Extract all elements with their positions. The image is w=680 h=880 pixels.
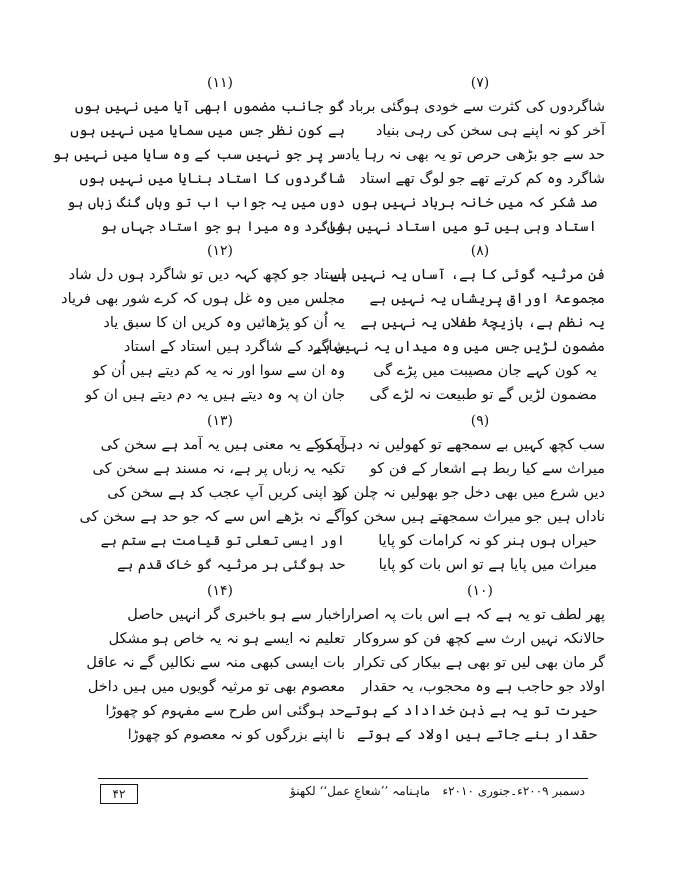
poem-line: ناداں ہیں جو میراث سمجھتے ہیں سخن کو (344, 509, 605, 525)
poem-line: سر پر جو نہیں سب کے وہ سایا میں نہیں ہو (52, 147, 345, 163)
couplet-line: جان ان پہ وہ دیتے ہیں یہ دم دیتے ہیں ان کو (85, 387, 345, 403)
magazine-title: ماہنامہ ’’شعاعِ عمل‘‘ لکھنؤ (290, 784, 431, 798)
poem-line: آگے نہ بڑھے اس سے کہ جو حد ہے سخن کی (79, 509, 345, 525)
stanza-number: (۱۱) (207, 75, 233, 91)
poem-line: اخبار سے ہو باخبری گر انہیں حاصل (127, 607, 345, 623)
poem-line: سب کچھ کہیں بے سمجھے تو کھولیں نہ دہن کو (317, 437, 605, 453)
stanza-number: (۹) (470, 413, 490, 429)
stanza-number: (۷) (470, 75, 490, 91)
couplet-line: حیراں ہوں ہنر کو نہ کرامات کو پایا (378, 533, 597, 549)
poem-line: بات ایسی کبھی منہ سے نکالیں گے نہ عاقل (86, 655, 345, 671)
poem-line: حد سے جو بڑھی حرص تو یہ بھی نہ رہا یاد (344, 147, 605, 163)
poem-line: پھر لطف تو یہ ہے کہ ہے اس بات پہ اصرار (343, 607, 605, 623)
poem-line: مضمون لڑیں جس میں وہ میداں یہ نہیں ہے (313, 339, 605, 355)
couplet-line: دوں میں یہ جواب اب تو وہاں گنگ زباں ہو (67, 195, 345, 211)
poem-line: معصوم بھی تو مرثیہ گویوں میں ہیں داخل (87, 679, 345, 695)
left-column (52, 68, 345, 768)
poem-line: اولاد جو حاجب ہے وہ محجوب، یہ حقدار (361, 679, 605, 695)
poem-line: شاگردوں کا استاد بنایا میں نہیں ہوں (79, 171, 345, 187)
couplet-line: یہ کون کہے جان مصیبت میں پڑے گی (373, 363, 597, 379)
stanza-number: (۸) (470, 243, 490, 259)
couplet-line: نا اپنے بزرگوں کو نہ معصوم کو چھوڑا (127, 727, 345, 743)
footer-divider (98, 778, 588, 779)
stanza-number: (۱۴) (207, 583, 233, 599)
couplet-line: حد ہوگئی ہر مرثیہ گو خاک قدم ہے (116, 557, 345, 573)
poem-line: حالانکہ نہیں ارث سے کچھ فن کو سروکار (354, 631, 605, 647)
poem-line: استاد جو کچھ کہہ دیں تو شاگرد ہوں دل شاد (68, 267, 345, 283)
couplet-line: مضمون لڑیں گے تو طبیعت نہ لڑے گی (369, 387, 597, 403)
couplet-line: استاد وہی ہیں تو میں استاد نہیں ہوں (326, 219, 597, 235)
poem-line: گر مان بھی لیں تو بھی ہے بیکار کی تکرار (353, 655, 605, 671)
stanza-number: (۱۲) (207, 243, 233, 259)
poem-line: تعلیم نہ ایسے ہو نہ یہ خاص ہو مشکل (108, 631, 345, 647)
couplet-line: میراث میں پایا ہے تو اس بات کو پایا (378, 557, 597, 573)
poem-line: شاگرد کے شاگرد ہیں استاد کے استاد (123, 339, 345, 355)
issue-date: دسمبر ۲۰۰۹ء۔جنوری ۲۰۱۰ء (442, 784, 585, 798)
couplet-line: اور ایسی تعلی تو قیامت ہے ستم ہے (100, 533, 345, 549)
couplet-line: شاگرد وہ میرا ہو جو استاد جہاں ہو (100, 219, 345, 235)
page-number: ۴۲ (100, 784, 138, 804)
couplet-line: وہ ان سے سوا اور نہ یہ کم دیتے ہیں اُن کو (92, 363, 345, 379)
poem-line: دیں شرع میں بھی دخل جو بھولیں نہ چلن کو (334, 485, 605, 501)
couplet-line: حد ہوگئی اس طرح سے مفہوم کو چھوڑا (105, 703, 345, 719)
poem-line: آخر کو نہ اپنے ہی سخن کی رہی بنیاد (375, 123, 605, 139)
poem-line: مجلس میں وہ غل ہوں کہ کرے شور بھی فریاد (61, 291, 345, 307)
right-column (313, 68, 605, 768)
poem-line: مجموعۂ اوراق پریشاں یہ نہیں ہے (369, 291, 605, 307)
couplet-line: حقدار بنے جاتے ہیں اولاد کے ہوتے (356, 727, 597, 743)
poem-line: یہ اُن کو پڑھائیں وہ کریں ان کا سبق یاد (103, 315, 345, 331)
poem-line: ہے کون نظر جس میں سمایا میں نہیں ہوں (70, 123, 345, 139)
poem-line: تکیہ یہ زباں پر ہے، نہ مسند ہے سخن کی (92, 461, 345, 477)
stanza-number: (۱۳) (207, 413, 233, 429)
poem-line: گو جانب مضموں ابھی آیا میں نہیں ہوں (74, 99, 345, 115)
stanza-number: (۱۰) (467, 583, 493, 599)
poem-line: شاگردوں کی کثرت سے خودی ہوگئی برباد (348, 99, 605, 115)
poem-line: فن مرثیہ گوئی کا ہے، آساں یہ نہیں ہے (330, 267, 605, 283)
couplet-line: حیرت تو یہ ہے ذہن خداداد کے ہوتے (343, 703, 597, 719)
poem-line: آمد کے یہ معنی ہیں یہ آمد ہے سخن کی (100, 437, 345, 453)
poem-line: شاگرد وہ کم کرتے تھے جو لوگ تھے استاد (359, 171, 605, 187)
poem-line: یہ نظم ہے، بازیچۂ طفلاں یہ نہیں ہے (360, 315, 605, 331)
couplet-line: صد شکر کہ میں خانہ برباد نہیں ہوں (352, 195, 597, 211)
poem-line: میراث سے کیا ربط ہے اشعار کے فن کو (369, 461, 605, 477)
poem-line: رد اپنی کریں آپ عجب کد ہے سخن کی (107, 485, 345, 501)
